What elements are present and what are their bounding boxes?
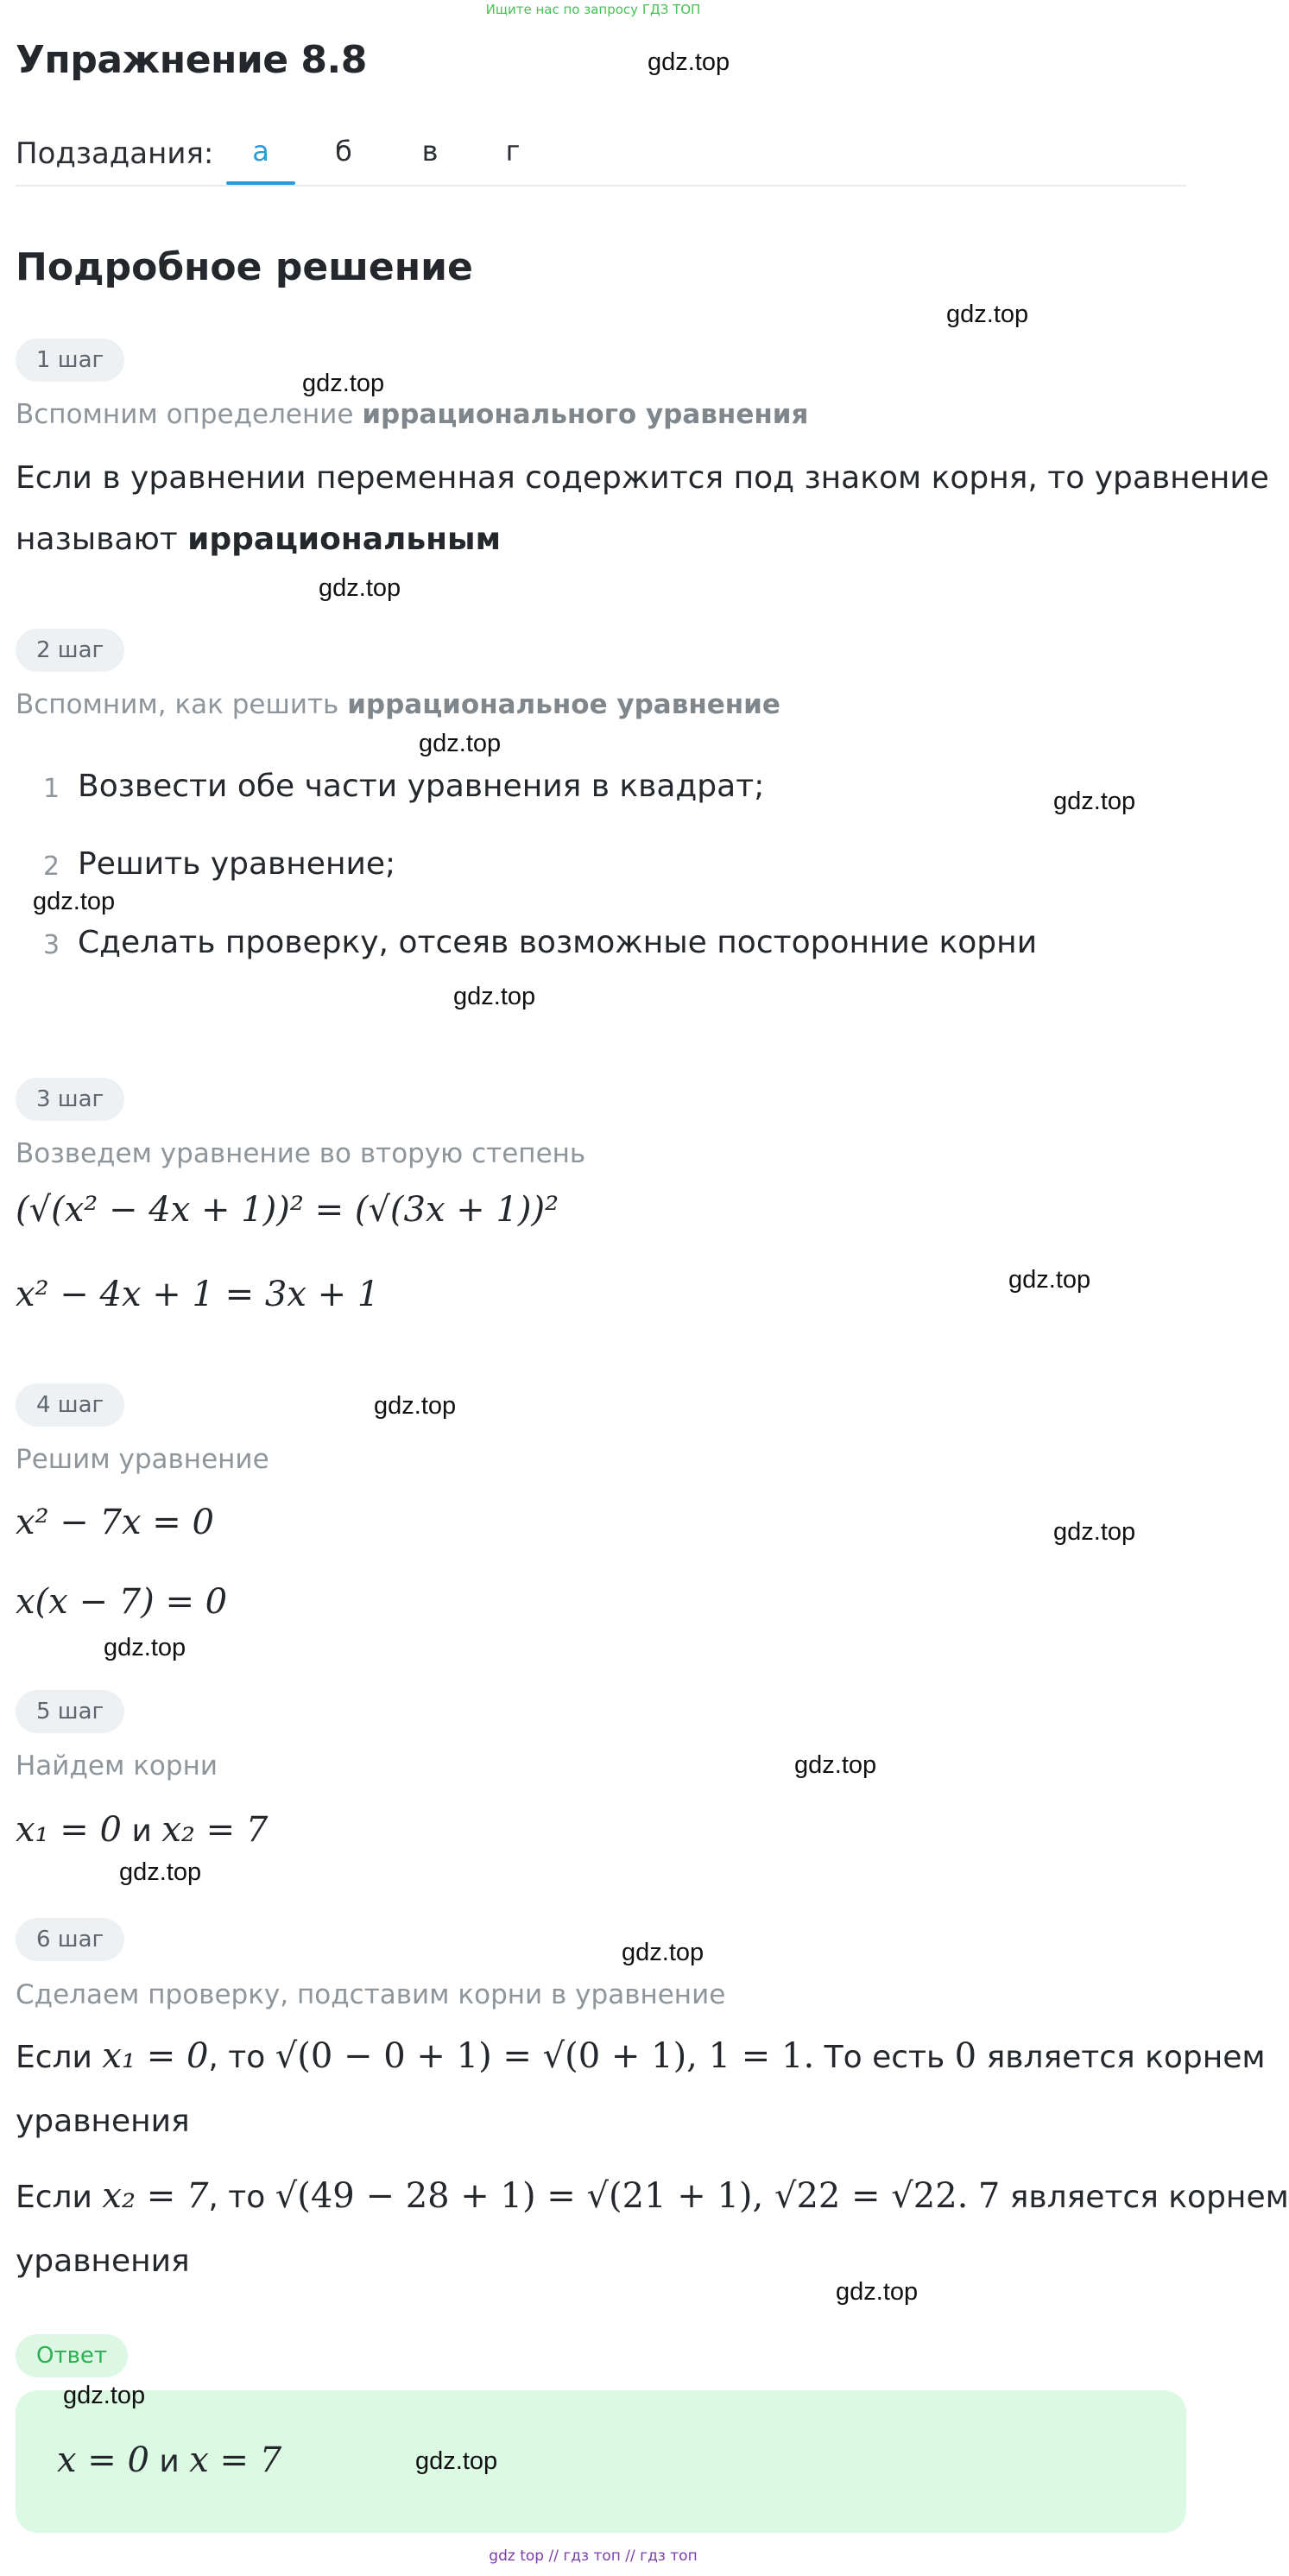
- tab-b[interactable]: б: [335, 135, 352, 168]
- check-line-2: [16, 2176, 1289, 2216]
- list-item: Решить уравнение;: [78, 846, 396, 882]
- watermark: gdz.top: [622, 1939, 705, 1966]
- step-badge: 5 шаг: [16, 1690, 124, 1733]
- top-banner[interactable]: Ищите нас по запросу ГДЗ ТОП: [485, 2, 701, 17]
- answer-and: и: [159, 2444, 180, 2479]
- answer-x-second: x = 7: [189, 2440, 282, 2480]
- root-x2: x₂ = 7: [161, 1810, 269, 1850]
- check-line-2-cont: уравнения: [16, 2244, 190, 2279]
- watermark: gdz.top: [1053, 1518, 1136, 1546]
- step-hint: Возведем уравнение во вторую степень: [16, 1138, 586, 1169]
- roots-and: и: [131, 1813, 152, 1849]
- root-x1: x₁ = 0: [16, 1810, 122, 1850]
- hint-bold: иррациональное уравнение: [347, 689, 780, 720]
- definition-bold: иррациональным: [187, 522, 502, 557]
- step-badge: 6 шаг: [16, 1918, 124, 1961]
- watermark: gdz.top: [119, 1858, 202, 1886]
- check-if: Если: [16, 2180, 92, 2215]
- answer-x-first: x = 0: [57, 2440, 149, 2480]
- answer-line: [57, 2440, 281, 2480]
- check-line-1-cont: уравнения: [16, 2104, 190, 2139]
- check-lhs: x₂ = 7: [102, 2176, 209, 2216]
- step-hint: Найдем корни: [16, 1750, 218, 1782]
- check-expression: √(0 − 0 + 1) = √(0 + 1), 1 = 1.: [275, 2036, 815, 2076]
- definition-line-2: [16, 522, 501, 557]
- check-expression: √(49 − 28 + 1) = √(21 + 1), √22 = √22.: [275, 2176, 969, 2216]
- tab-a[interactable]: а: [252, 135, 269, 168]
- formula: x² − 4x + 1 = 3x + 1: [16, 1275, 380, 1314]
- step-badge: 3 шаг: [16, 1078, 124, 1121]
- tabs-divider: [16, 185, 1186, 187]
- formula: (√(x² − 4x + 1))² = (√(3x + 1))²: [16, 1190, 559, 1230]
- formula: x(x − 7) = 0: [16, 1582, 228, 1622]
- watermark: gdz.top: [63, 2382, 146, 2409]
- formula: x² − 7x = 0: [16, 1503, 214, 1542]
- answer-badge: Ответ: [16, 2334, 128, 2377]
- page-title: Упражнение 8.8: [16, 38, 367, 82]
- check-if: Если: [16, 2040, 92, 2075]
- watermark: gdz.top: [836, 2278, 919, 2306]
- watermark: gdz.top: [946, 301, 1029, 328]
- check-tail-2: является корнем: [1009, 2180, 1289, 2215]
- step-hint: Решим уравнение: [16, 1444, 269, 1475]
- check-value: 7: [977, 2176, 1001, 2216]
- check-tail-2: является корнем: [986, 2040, 1266, 2075]
- watermark: gdz.top: [33, 888, 116, 915]
- hint-text: Вспомним определение: [16, 399, 363, 430]
- footer-links[interactable]: gdz top // гдз топ // гдз топ: [489, 2548, 698, 2565]
- step-badge: 1 шаг: [16, 339, 124, 382]
- tab-g[interactable]: г: [505, 135, 521, 168]
- step-badge: 2 шаг: [16, 629, 124, 672]
- list-number: 1: [43, 774, 60, 804]
- check-value: 0: [954, 2036, 977, 2076]
- subtasks-label: Подзадания:: [16, 136, 214, 171]
- list-item: Возвести обе части уравнения в квадрат;: [78, 769, 765, 804]
- step-badge: 4 шаг: [16, 1383, 124, 1427]
- watermark: gdz.top: [415, 2447, 498, 2475]
- watermark: gdz.top: [453, 983, 536, 1010]
- hint-text: Вспомним, как решить: [16, 689, 348, 720]
- check-then: , то: [208, 2040, 266, 2075]
- roots-line: [16, 1810, 268, 1850]
- list-item: Сделать проверку, отсеяв возможные посторонние корни: [78, 925, 1038, 960]
- section-title: Подробное решение: [16, 245, 473, 289]
- watermark: gdz.top: [1008, 1266, 1091, 1294]
- list-number: 3: [43, 930, 60, 960]
- watermark: gdz.top: [794, 1751, 877, 1779]
- hint-bold: иррационального уравнения: [362, 399, 809, 430]
- watermark: gdz.top: [648, 48, 730, 76]
- check-lhs: x₁ = 0: [102, 2036, 209, 2076]
- watermark: gdz.top: [419, 730, 502, 757]
- step-hint: [16, 689, 780, 720]
- check-line-1: [16, 2036, 1266, 2076]
- step-hint: Сделаем проверку, подставим корни в уравнение: [16, 1979, 726, 2010]
- watermark: gdz.top: [374, 1392, 457, 1420]
- tab-v[interactable]: в: [421, 135, 439, 168]
- definition-line-1: Если в уравнении переменная содержится под знаком корня, то уравнение: [16, 460, 1269, 496]
- watermark: gdz.top: [302, 370, 385, 397]
- watermark: gdz.top: [319, 574, 401, 602]
- watermark: gdz.top: [104, 1634, 186, 1661]
- definition-text: называют: [16, 522, 188, 557]
- check-tail: То есть: [824, 2040, 945, 2075]
- watermark: gdz.top: [1053, 788, 1136, 815]
- check-then: , то: [208, 2180, 266, 2215]
- list-number: 2: [43, 851, 60, 882]
- step-hint: [16, 399, 808, 430]
